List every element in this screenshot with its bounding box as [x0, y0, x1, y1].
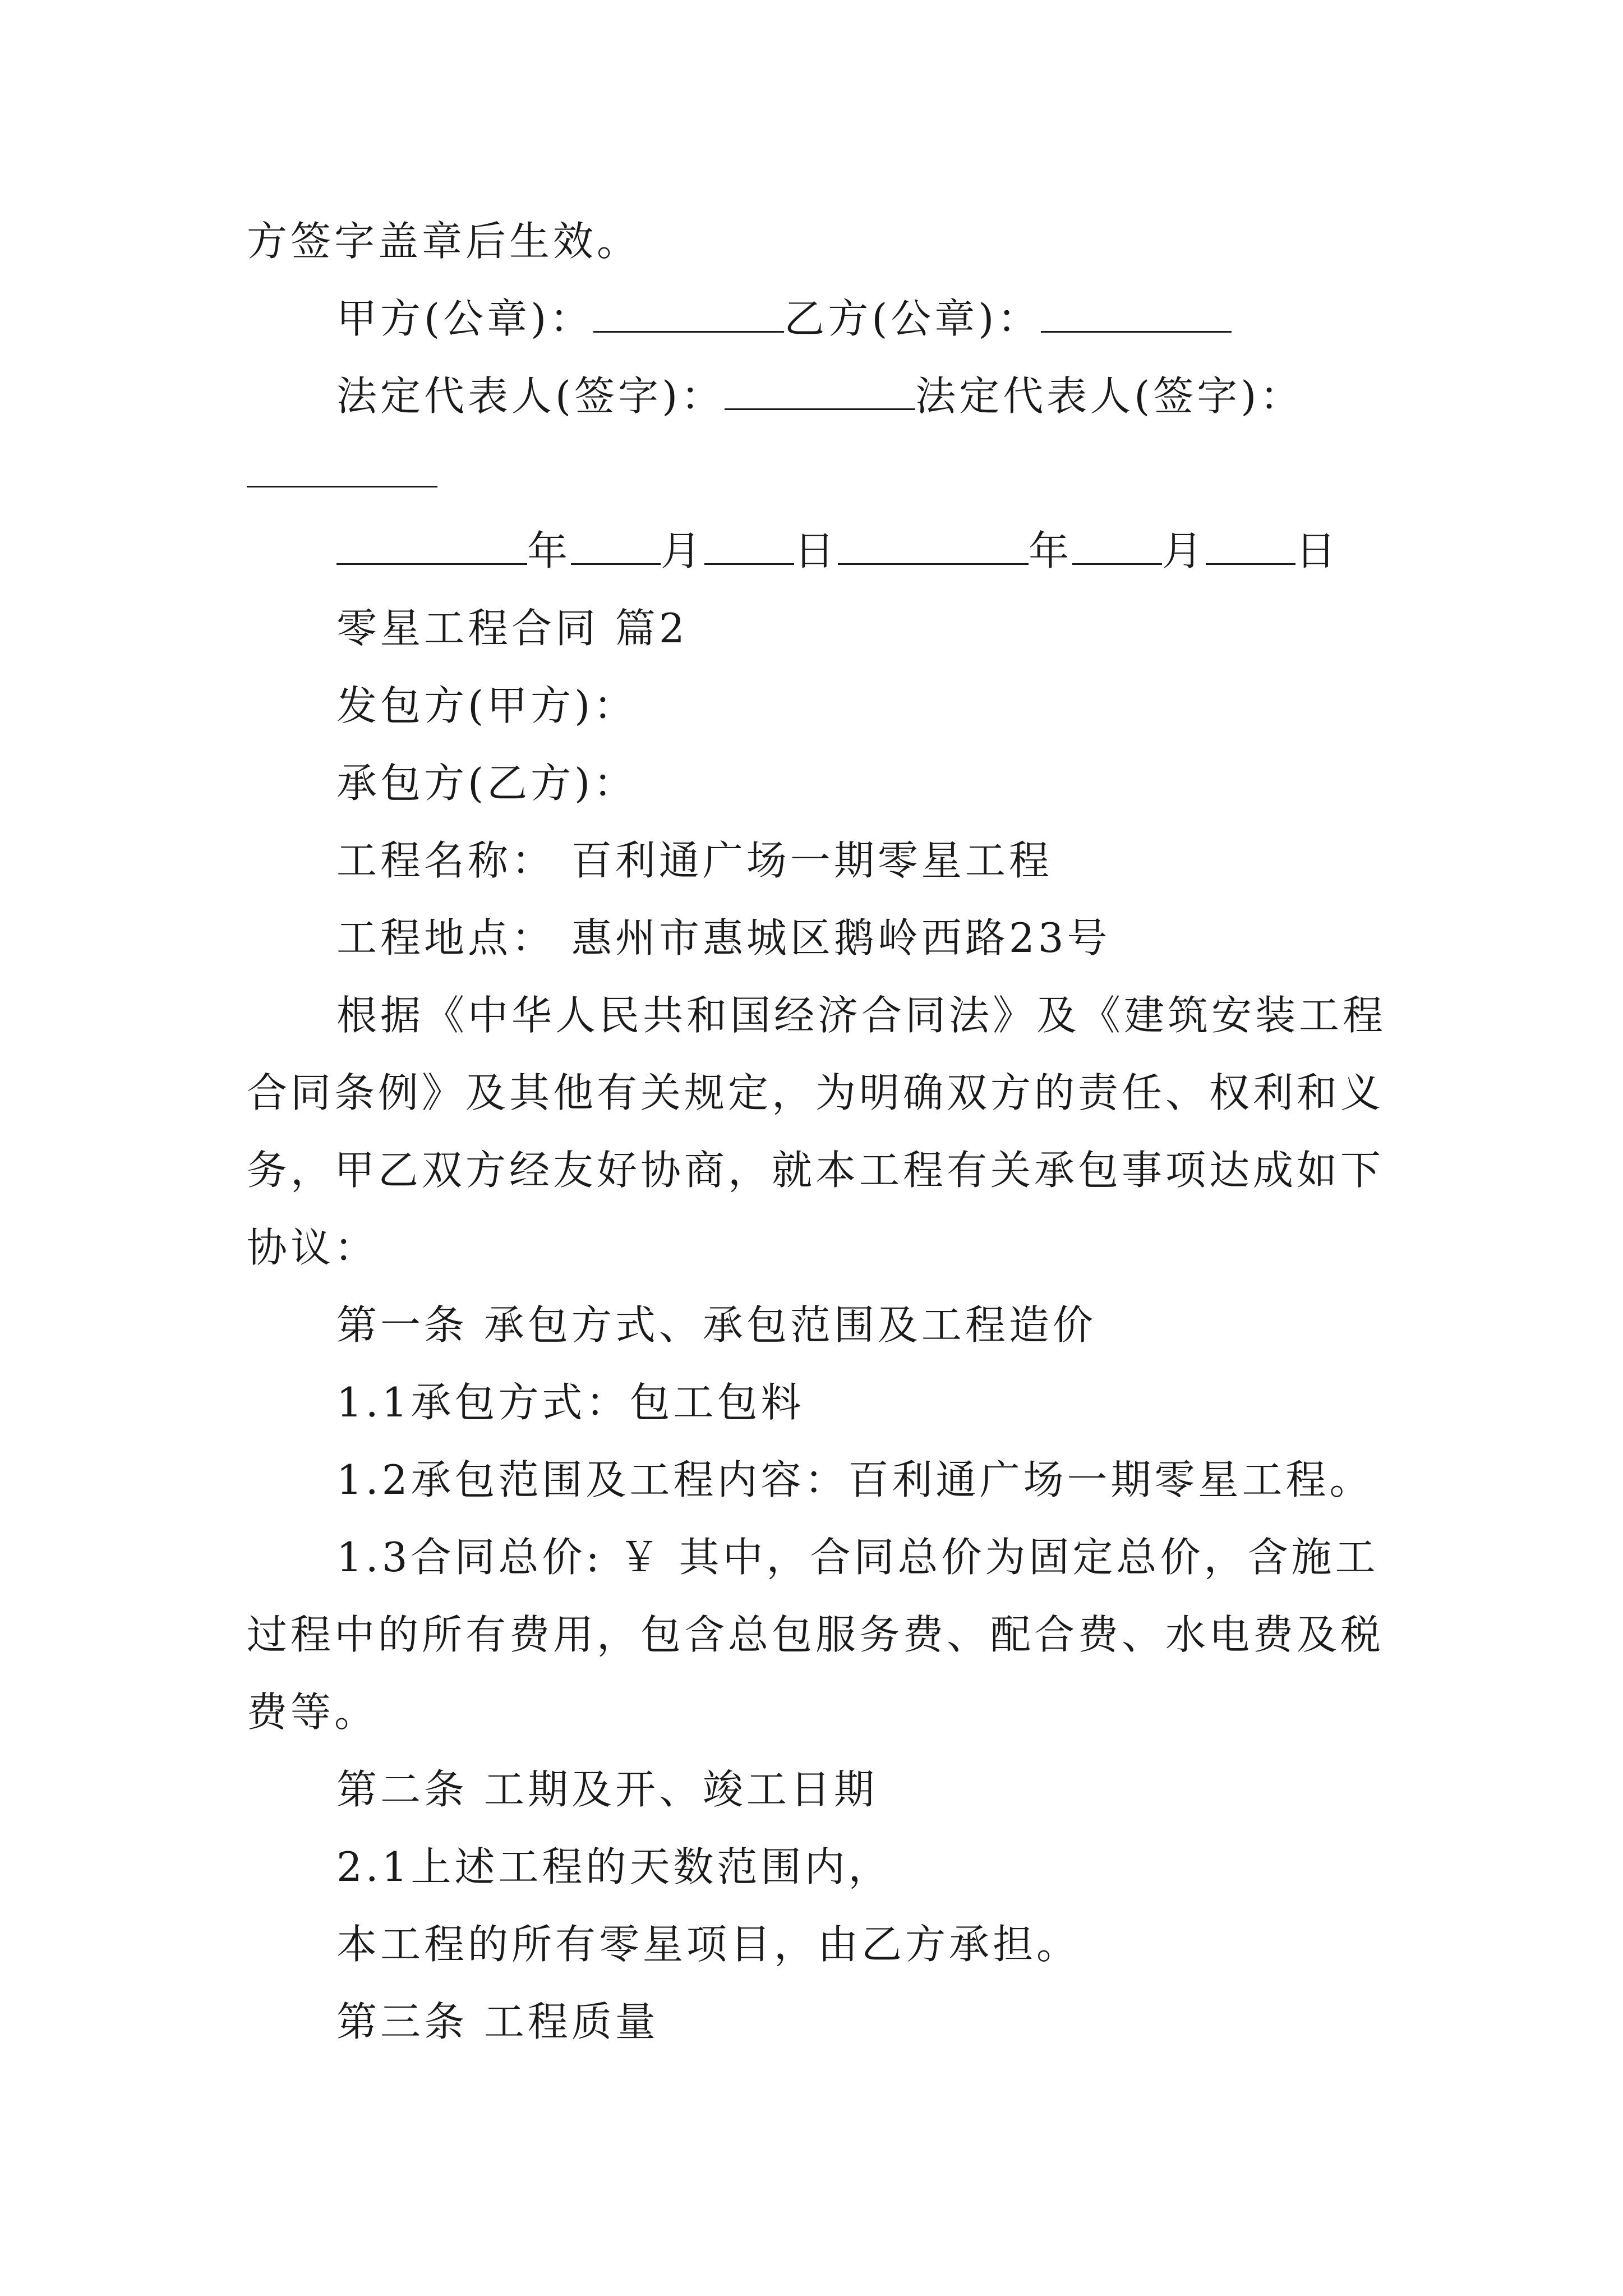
paragraph-line: 根据《中华人民共和国经济合同法》及《建筑安装工程 — [336, 992, 1387, 1039]
party-a-line: 发包方(甲方)： — [336, 682, 638, 729]
day-b-blank — [1206, 525, 1295, 565]
section-title: 零星工程合同 篇2 — [336, 605, 688, 652]
paragraph-line: 费等。 — [247, 1688, 379, 1736]
paragraph-line: 方签字盖章后生效。 — [247, 218, 641, 265]
article-heading: 第二条 工期及开、竣工日期 — [336, 1766, 878, 1813]
article-heading: 第三条 工程质量 — [336, 1998, 659, 2045]
clause-line: 1.1承包方式：包工包料 — [336, 1379, 805, 1426]
rep-b-blank-line — [247, 445, 437, 501]
year-b-blank — [838, 525, 1029, 565]
day-a-blank — [704, 525, 794, 565]
month-a-blank — [571, 525, 661, 565]
date-line — [336, 523, 1339, 579]
rep-a-label: 法定代表人(签字)： — [336, 372, 725, 420]
representative-line — [336, 368, 1303, 424]
day-a-label: 日 — [794, 527, 838, 574]
party-b-line: 承包方(乙方)： — [336, 760, 638, 807]
paragraph-line: 合同条例》及其他有关规定，为明确双方的责任、权利和义 — [247, 1069, 1385, 1116]
month-b-blank — [1072, 525, 1162, 565]
paragraph-line: 本工程的所有零星项目，由乙方承担。 — [336, 1921, 1081, 1968]
project-name-line: 工程名称： 百利通广场一期零星工程 — [336, 837, 1053, 884]
year-a-blank — [336, 525, 527, 565]
paragraph-line: 务，甲乙双方经友好协商，就本工程有关承包事项达成如下 — [247, 1147, 1385, 1194]
party-a-seal-label: 甲方(公章)： — [336, 295, 594, 342]
party-b-seal-blank — [1041, 293, 1232, 333]
clause-line: 1.3合同总价: ￥ 其中，合同总价为固定总价，含施工 — [336, 1534, 1379, 1581]
rep-a-blank — [725, 370, 915, 410]
year-a-label: 年 — [527, 527, 571, 574]
rep-b-label: 法定代表人(签字)： — [915, 372, 1304, 420]
rep-b-blank — [247, 448, 437, 487]
month-b-label: 月 — [1162, 527, 1206, 574]
paragraph-line: 过程中的所有费用，包含总包服务费、配合费、水电费及税 — [247, 1611, 1385, 1658]
year-b-label: 年 — [1029, 527, 1073, 574]
project-location-line: 工程地点： 惠州市惠城区鹅岭西路23号 — [336, 914, 1111, 961]
seal-line — [336, 291, 1232, 347]
clause-line: 2.1上述工程的天数范围内， — [336, 1843, 892, 1890]
clause-line: 1.2承包范围及工程内容：百利通广场一期零星工程。 — [336, 1456, 1373, 1503]
party-b-seal-label: 乙方(公章)： — [784, 295, 1041, 342]
month-a-label: 月 — [661, 527, 705, 574]
day-b-label: 日 — [1295, 527, 1340, 574]
paragraph-line: 协议： — [247, 1224, 379, 1271]
article-heading: 第一条 承包方式、承包范围及工程造价 — [336, 1301, 1096, 1349]
party-a-seal-blank — [593, 293, 784, 333]
